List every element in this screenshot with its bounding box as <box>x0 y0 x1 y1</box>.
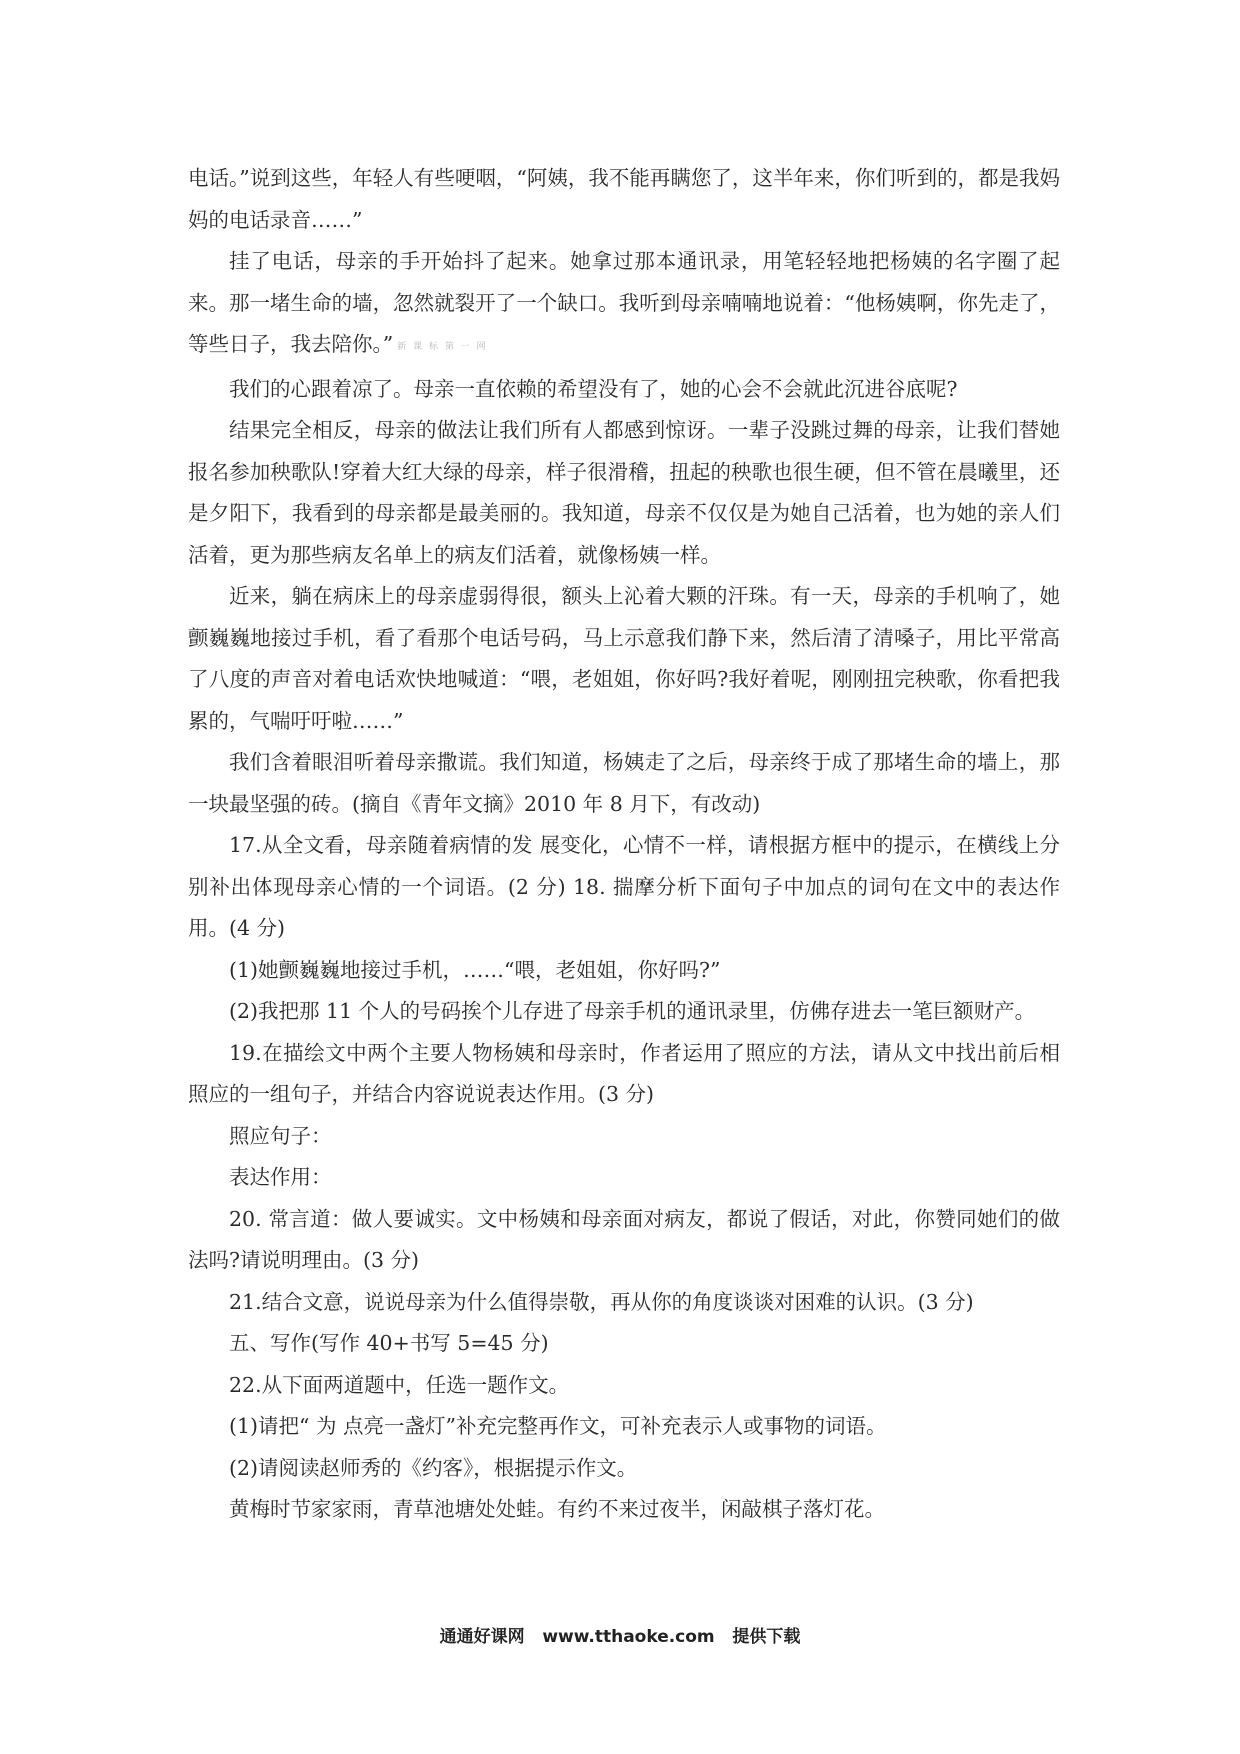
paragraph-3: 我们的心跟着凉了。母亲一直依赖的希望没有了，她的心会不会就此沉进谷底呢? <box>229 376 958 401</box>
question-18-item-1: (1)她颤巍巍地接过手机，……“喂，老姐姐，你好吗?” <box>229 957 721 982</box>
question-22-option-2: (2)请阅读赵师秀的《约客》，根据提示作文。 <box>229 1455 638 1480</box>
section-writing-heading: 五、写作(写作 40+书写 5=45 分) <box>229 1331 549 1355</box>
question-22-option-1: (1)请把“ 为 点亮一盏灯”补充完整再作文，可补充表示人或事物的词语。 <box>229 1414 887 1438</box>
paragraph-2-text: 挂了电话，母亲的手开始抖了起来。她拿过那本通讯录，用笔轻轻地把杨姨的名字圈了起来。那一堵生命的墙，忽然就裂开了一个缺口。我听到母亲喃喃地说着：“他杨姨啊，你先走了，等些日子，我去陪你。” <box>188 249 1060 356</box>
question-21: 21.结合文意，说说母亲为什么值得崇敬，再从你的角度谈谈对困难的认识。(3 分) <box>229 1289 974 1314</box>
paragraph-2 <box>188 241 1060 369</box>
body-text <box>188 158 1060 1531</box>
question-17-18: 17.从全文看，母亲随着病情的发 展变化，心情不一样，请根据方框中的提示，在横线上分别补出体现母亲心情的一个词语。(2 分) 18. 揣摩分析下面句子中加点的词句在文中的表达作用。(4 分) <box>188 833 1060 940</box>
paragraph-4: 结果完全相反，母亲的做法让我们所有人都感到惊讶。一辈子没跳过舞的母亲，让我们替她报名参加秧歌队!穿着大红大绿的母亲，样子很滑稽，扭起的秧歌也很生硬，但不管在晨曦里，还是夕阳下，我看到的母亲都是最美丽的。我知道，母亲不仅仅是为她自己活着，也为她的亲人们活着，更为那些病友名单上的病友们活着，就像杨姨一样。 <box>188 418 1060 567</box>
poem-text: 黄梅时节家家雨，青草池塘处处蛙。有约不来过夜半，闲敲棋子落灯花。 <box>229 1497 885 1521</box>
question-19: 19.在描绘文中两个主要人物杨姨和母亲时，作者运用了照应的方法，请从文中找出前后相照应的一组句子，并结合内容说说表达作用。(3 分) <box>188 1040 1060 1106</box>
question-19-effect: 表达作用： <box>229 1165 332 1189</box>
question-20: 20. 常言道：做人要诚实。文中杨姨和母亲面对病友，都说了假话，对此，你赞同她们的做法吗?请说明理由。(3 分) <box>188 1206 1060 1272</box>
question-18-item-2: (2)我把那 11 个人的号码挨个儿存进了母亲手机的通讯录里，仿佛存进去一笔巨额财产。 <box>229 999 1036 1023</box>
watermark-text: 新 课 标 第 一 网 <box>397 342 488 352</box>
paragraph-1: 电话。”说到这些，年轻人有些哽咽，“阿姨，我不能再瞒您了，这半年来，你们听到的，都是我妈妈的电话录音……” <box>188 166 1060 232</box>
paragraph-5: 近来，躺在病床上的母亲虚弱得很，额头上沁着大颗的汗珠。有一天，母亲的手机响了，她颤巍巍地接过手机，看了看那个电话号码，马上示意我们静下来，然后清了清嗓子，用比平常高了八度的声音对着电话欢快地喊道：“喂，老姐姐，你好吗?我好着呢，刚刚扭完秧歌，你看把我累的，气喘吁吁啦……” <box>188 584 1060 733</box>
question-19-sentences: 照应句子： <box>229 1123 332 1148</box>
paragraph-6: 我们含着眼泪听着母亲撒谎。我们知道，杨姨走了之后，母亲终于成了那堵生命的墙上，那一块最坚强的砖。(摘自《青年文摘》2010 年 8 月下，有改动) <box>188 750 1060 816</box>
page-footer: 通通好课网 www.tthaoke.com 提供下载 <box>439 1627 801 1647</box>
question-22: 22.从下面两道题中，任选一题作文。 <box>229 1372 570 1397</box>
